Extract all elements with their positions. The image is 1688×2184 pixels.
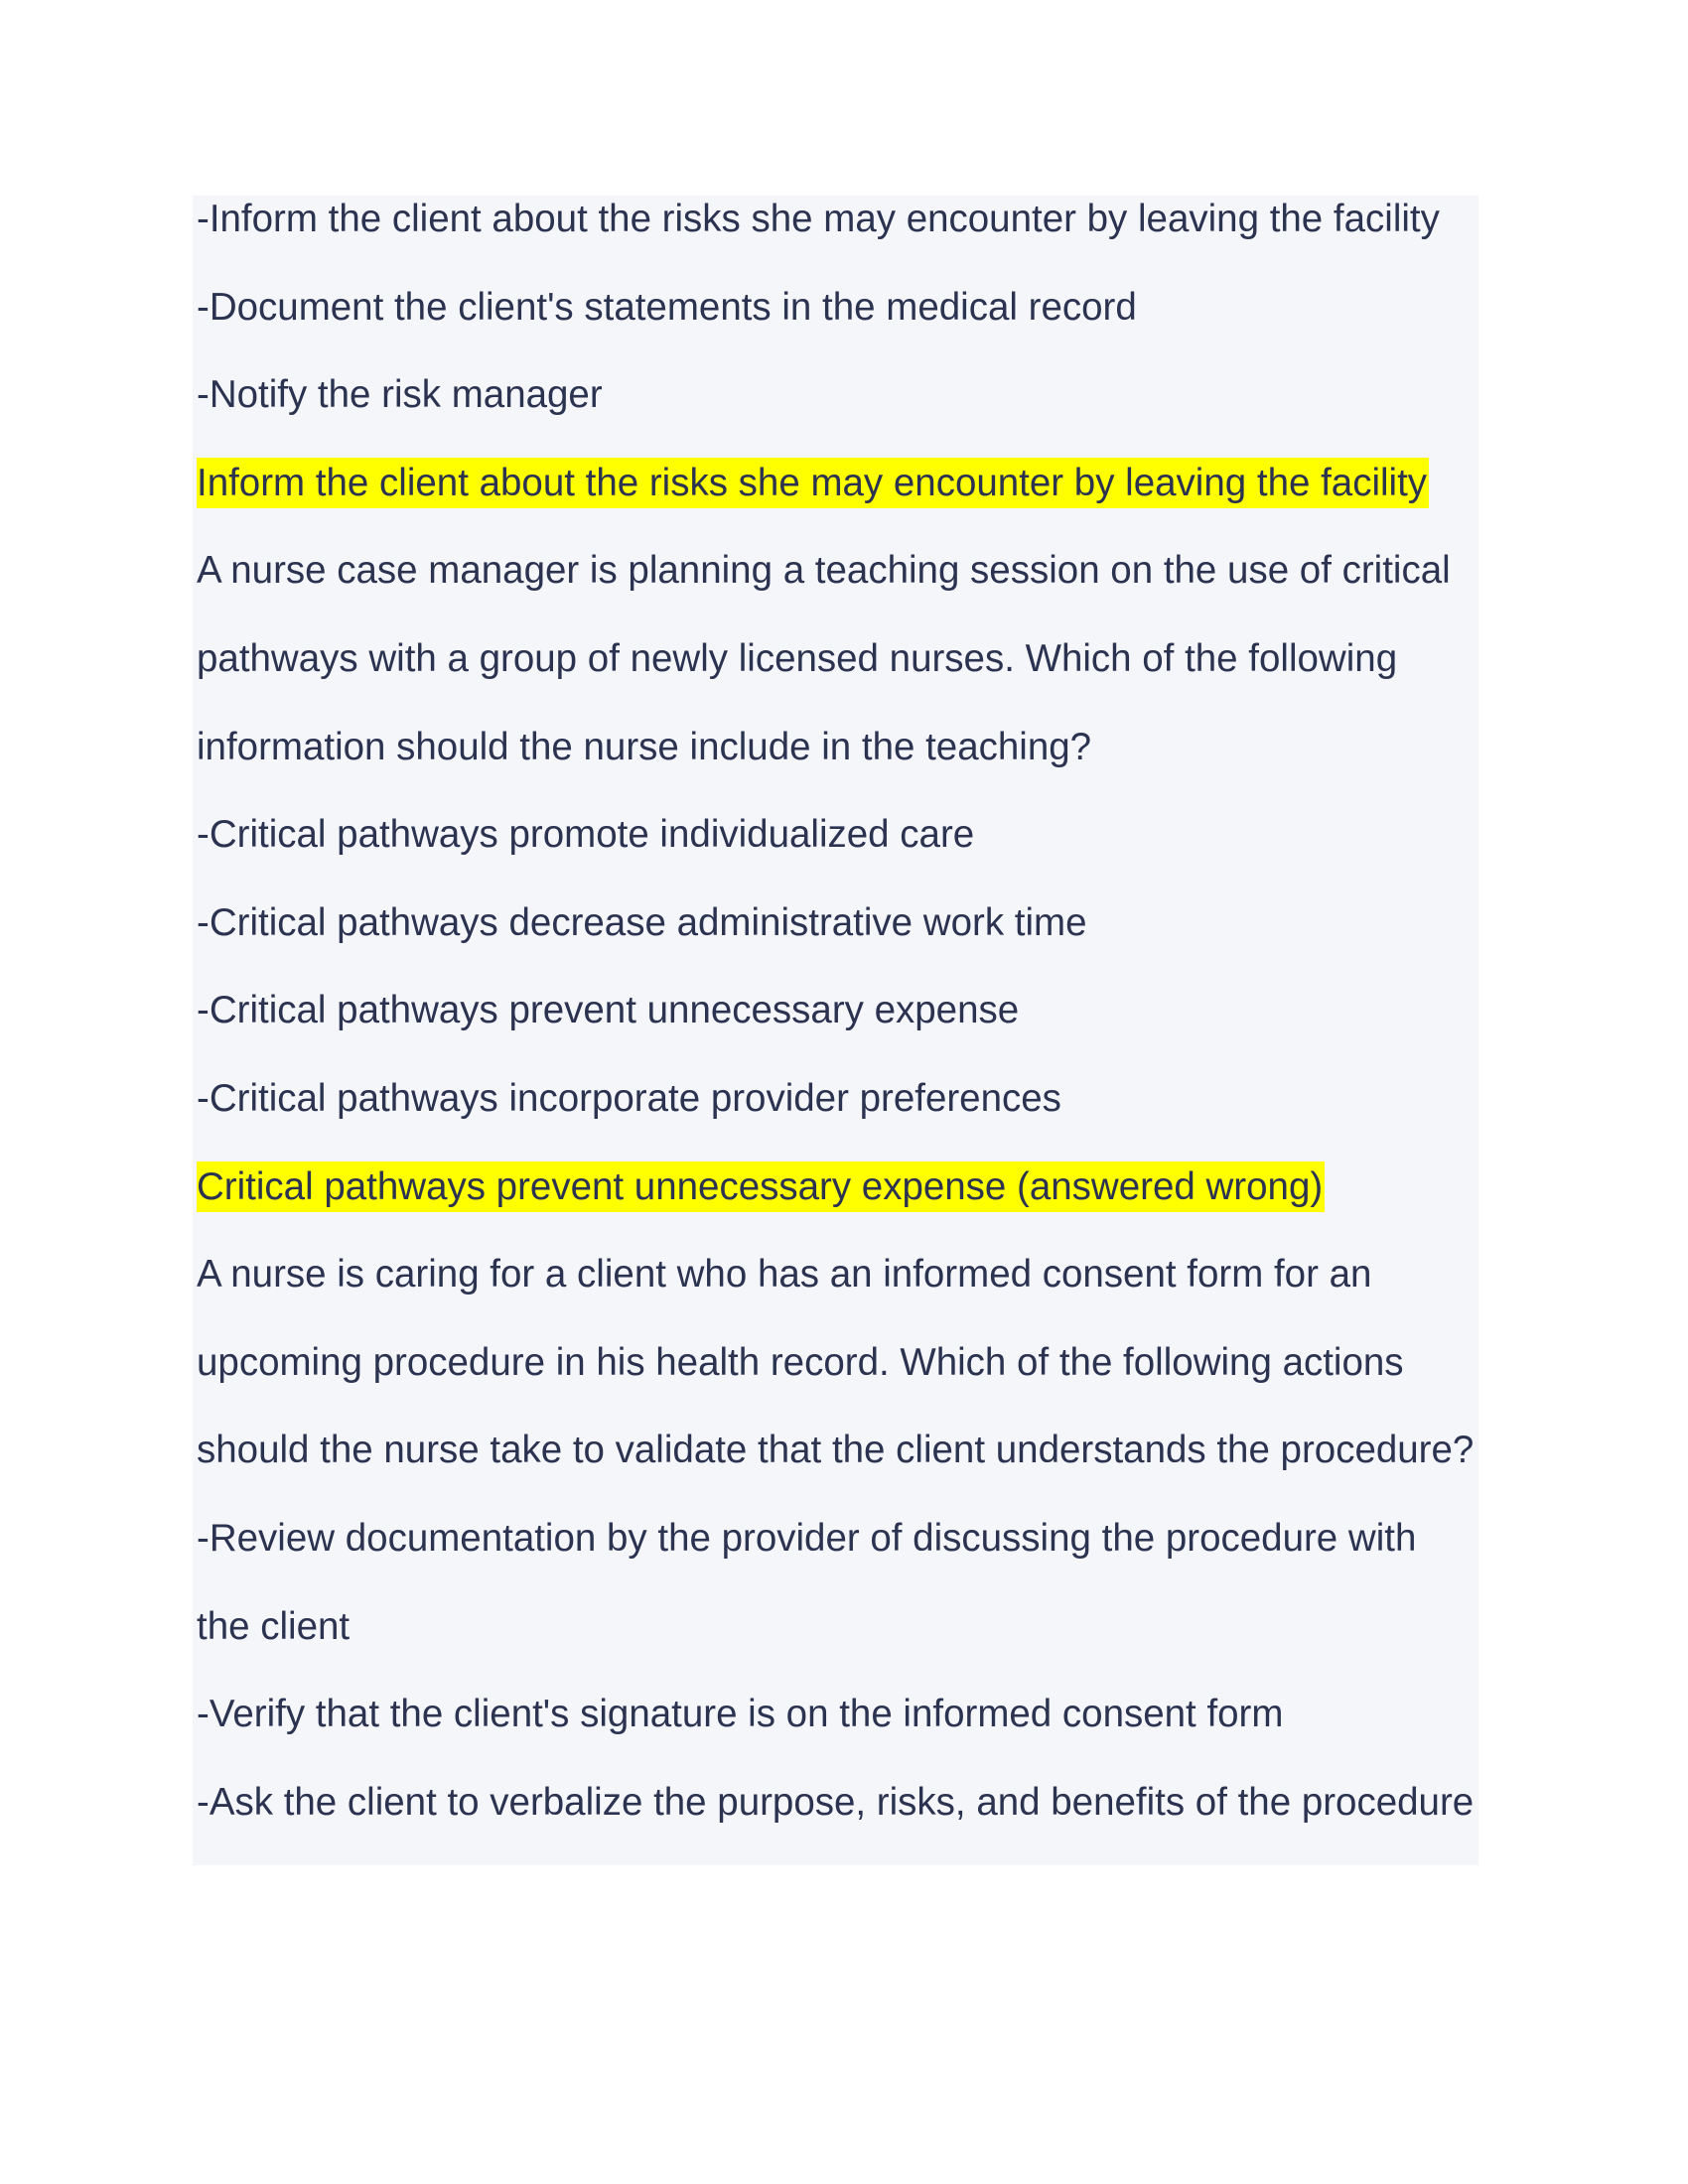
text-line <box>197 1319 1487 1408</box>
line-text: upcoming procedure in his health record. Which of the following actions <box>197 1340 1404 1384</box>
text-line <box>197 1583 1487 1672</box>
text-line <box>197 351 1487 440</box>
line-text: A nurse is caring for a client who has an informed consent form for an <box>197 1253 1372 1297</box>
highlighted-answer: Inform the client about the risks she may encounter by leaving the facility <box>197 458 1429 508</box>
text-line <box>197 704 1487 792</box>
document-text <box>197 176 1487 1846</box>
line-text: should the nurse take to validate that the client understands the procedure? <box>197 1429 1475 1472</box>
line-text: A nurse case manager is planning a teaching session on the use of critical <box>197 549 1451 593</box>
line-text: -Critical pathways incorporate provider preferences <box>197 1076 1061 1120</box>
text-line <box>197 1671 1487 1759</box>
line-text: -Critical pathways promote individualized care <box>197 813 975 857</box>
highlighted-answer-line <box>197 440 1487 528</box>
line-text: -Critical pathways decrease administrative work time <box>197 900 1087 944</box>
line-text: information should the nurse include in the teaching? <box>197 725 1092 768</box>
line-text: -Document the client's statements in the medical record <box>197 285 1137 329</box>
line-text: -Critical pathways prevent unnecessary expense <box>197 989 1020 1032</box>
highlighted-answer-line <box>197 1144 1487 1232</box>
text-line <box>197 1055 1487 1144</box>
line-text: -Review documentation by the provider of discussing the procedure with <box>197 1516 1417 1560</box>
text-line <box>197 1407 1487 1495</box>
text-line <box>197 1495 1487 1583</box>
text-line <box>197 791 1487 880</box>
line-text: -Verify that the client's signature is on the informed consent form <box>197 1693 1284 1736</box>
line-text: pathways with a group of newly licensed nurses. Which of the following <box>197 636 1398 680</box>
text-line <box>197 527 1487 615</box>
text-line <box>197 615 1487 704</box>
line-text: the client <box>197 1604 351 1648</box>
line-text: -Ask the client to verbalize the purpose, risks, and benefits of the procedure <box>197 1780 1475 1824</box>
text-line <box>197 1759 1487 1847</box>
line-text: -Notify the risk manager <box>197 373 603 417</box>
text-line <box>197 176 1487 264</box>
text-line <box>197 967 1487 1055</box>
text-line <box>197 1231 1487 1319</box>
text-line <box>197 264 1487 352</box>
text-line <box>197 880 1487 968</box>
highlighted-answer: Critical pathways prevent unnecessary expense (answered wrong) <box>197 1161 1325 1212</box>
line-text: -Inform the client about the risks she may encounter by leaving the facility <box>197 198 1440 240</box>
